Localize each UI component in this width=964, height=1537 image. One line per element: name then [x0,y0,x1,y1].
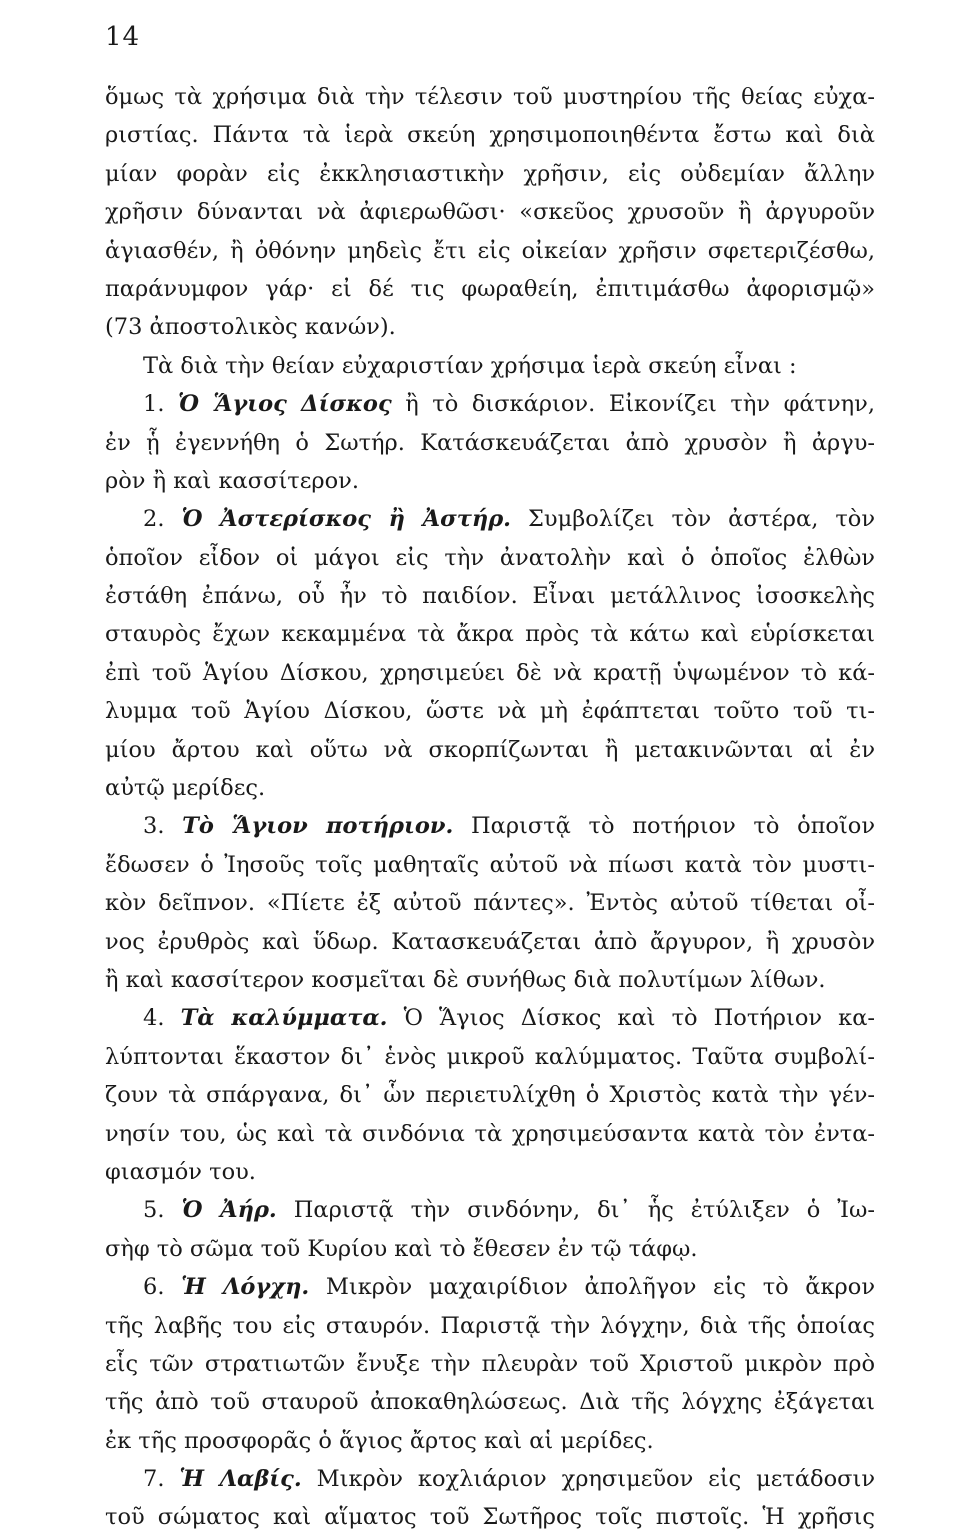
text-run: ἐν ᾗ ἐγεννήθη ὁ Σωτήρ. Κατάσκευάζεται ἀπὸ χρυσὸν ἢ ἀργυ- [105,429,875,456]
text-line [105,347,875,385]
text-run: Παριστᾷ τὸ ποτήριον τὸ ὁποῖον [453,813,875,840]
text-run: 6. [143,1274,182,1301]
text-run: 5. [143,1197,182,1224]
text-line [105,1422,875,1460]
text-run: τῆς λαβῆς του εἰς σταυρόν. Παριστᾷ τὴν λόγχην, διὰ τῆς ὁποίας [105,1312,875,1339]
text-run: ἐπὶ τοῦ Ἁγίου Δίσκου, χρησιμεύει δὲ νὰ κρατῇ ὑψωμένον τὸ κά- [105,659,875,686]
text-run: τῆς ἀπὸ τοῦ σταυροῦ ἀποκαθηλώσεως. Διὰ τῆς λόγχης ἐξάγεται [105,1389,875,1416]
text-run: ἔδωσεν ὁ Ἰησοῦς τοῖς μαθηταῖς αὐτοῦ νὰ πίωσι κατὰ τὸν μυστι- [105,851,875,878]
item-heading: Τὸ Ἅγιον ποτήριον. [182,813,454,840]
text-run: Μικρὸν μαχαιρίδιον ἀπολῆγον εἰς τὸ ἄκρον [309,1274,875,1301]
text-run: ριστίας. Πάντα τὰ ἱερὰ σκεύη χρησιμοποιηθέντα ἔστω καὶ διὰ [105,122,875,149]
text-line [105,193,875,231]
text-run: λύπτονται ἕκαστον δι᾽ ἑνὸς μικροῦ καλύμματος. Ταῦτα συμβολί- [105,1043,875,1070]
text-run: λυμμα τοῦ Ἁγίου Δίσκου, ὥστε νὰ μὴ ἐφάπτεται τοῦτο τοῦ τι- [105,698,875,725]
text-run: ὅμως τὰ χρήσιμα διὰ τὴν τέλεσιν τοῦ μυστηρίου τῆς θείας εὐχα- [105,84,875,110]
text-line [105,232,875,270]
text-run: εἷς τῶν στρατιωτῶν ἔνυξε τὴν πλευρὰν τοῦ Χριστοῦ μικρὸν πρὸ [105,1350,875,1377]
text-run: Παριστᾷ τὴν σινδόνην, δι᾽ ἧς ἐτύλιξεν ὁ Ἰω- [276,1197,875,1224]
text-line [105,1230,875,1268]
text-line [105,385,875,423]
text-line [105,1345,875,1383]
text-run: 2. [143,506,182,533]
text-run: ἁγιασθέν, ἢ ὀθόνην μηδεὶς ἔτι εἰς οἰκείαν χρῆσιν σφετεριζέσθω, [105,237,875,264]
text-line [105,155,875,193]
text-line [105,116,875,154]
item-heading: Τὰ καλύμματα. [180,1005,388,1032]
text-line [105,1115,875,1153]
text-run: Ὁ Ἅγιος Δίσκος καὶ τὸ Ποτήριον κα- [387,1005,875,1032]
text-line [105,1191,875,1229]
item-heading: Ὁ Ἅγιος Δίσκος [178,391,392,418]
text-run: Τὰ διὰ τὴν θείαν εὐχαριστίαν χρήσιμα ἱερὰ σκεύη εἶναι : [143,352,797,379]
text-line [105,1076,875,1114]
text-run: ὁποῖον εἶδον οἱ μάγοι εἰς τὴν ἀνατολὴν καὶ ὁ ὁποῖος ἐλθὼν [105,544,875,571]
text-line [105,654,875,692]
text-run: σὴφ τὸ σῶμα τοῦ Κυρίου καὶ τὸ ἔθεσεν ἐν τῷ τάφῳ. [105,1235,698,1262]
text-line [105,308,875,346]
text-line [105,1460,875,1498]
text-line [105,1498,875,1536]
body-text [105,78,875,1537]
text-line [105,78,875,116]
text-run: ζουν τὰ σπάργανα, δι᾽ ὧν περιετυλίχθη ὁ Χριστὸς κατὰ τὴν γέν- [105,1082,875,1109]
text-run: μίαν φορὰν εἰς ἐκκλησιαστικὴν χρῆσιν, εἰς οὐδεμίαν ἄλλην [105,160,875,187]
text-line [105,270,875,308]
text-line [105,424,875,462]
item-heading: Ἡ Λόγχη. [181,1274,310,1301]
text-line [105,807,875,845]
text-run: ρὸν ἢ καὶ κασσίτερον. [105,467,359,494]
text-line [105,1153,875,1191]
text-line [105,961,875,999]
text-line [105,1268,875,1306]
text-line [105,500,875,538]
text-run: Μικρὸν κοχλιάριον χρησιμεῦον εἰς μετάδοσιν [301,1466,875,1493]
text-line [105,539,875,577]
text-line [105,769,875,807]
item-heading: Ἡ Λαβίς. [179,1466,302,1493]
text-run: μίου ἄρτου καὶ οὕτω νὰ σκορπίζωνται ἢ μετακινῶνται αἱ ἐν [105,736,875,763]
text-line [105,884,875,922]
text-run: ἐκ τῆς προσφορᾶς ὁ ἅγιος ἄρτος καὶ αἱ μερίδες. [105,1427,654,1454]
text-run: 1. [143,391,179,418]
text-run: φιασμόν του. [105,1158,256,1185]
text-run: χρῆσιν δύνανται νὰ ἀφιερωθῶσι· «σκεῦος χρυσοῦν ἢ ἀργυροῦν [105,199,875,226]
text-line [105,846,875,884]
text-line [105,692,875,730]
text-run: (73 ἀποστολικὸς κανών). [105,314,396,341]
text-run: Συμβολίζει τὸν ἀστέρα, τὸν [511,506,875,533]
text-run: σταυρὸς ἔχων κεκαμμένα τὰ ἄκρα πρὸς τὰ κάτω καὶ εὑρίσκεται [105,621,875,648]
text-line [105,1038,875,1076]
text-run: 7. [143,1466,180,1493]
text-run: ἐστάθη ἐπάνω, οὗ ἦν τὸ παιδίον. Εἶναι μετάλλινος ἰσοσκελὴς [105,583,875,610]
text-run: παράνυμφον γάρ· εἰ δέ τις φωραθείη, ἐπιτιμάσθω ἀφορισμῷ» [105,275,875,302]
item-heading: Ὁ Ἀστερίσκος ἢ Ἀστήρ. [181,506,512,533]
page-number: 14 [105,22,141,52]
item-heading: Ὁ Ἀήρ. [181,1197,277,1224]
text-line [105,577,875,615]
text-run: τοῦ σώματος καὶ αἵματος τοῦ Σωτῆρος τοῖς πιστοῖς. Ἡ χρῆσις [105,1504,875,1531]
text-run: κὸν δεῖπνον. «Πίετε ἐξ αὐτοῦ πάντες». Ἐντὸς αὐτοῦ τίθεται οἶ- [105,890,875,917]
text-line [105,1307,875,1345]
text-line [105,462,875,500]
text-line [105,1383,875,1421]
text-line [105,923,875,961]
text-line [105,999,875,1037]
text-run: νησίν του, ὡς καὶ τὰ σινδόνια τὰ χρησιμεύσαντα κατὰ τὸν ἐντα- [105,1120,875,1147]
text-run: ἢ τὸ δισκάριον. Εἰκονίζει τὴν φάτνην, [391,391,875,418]
text-run: ἢ καὶ κασσίτερον κοσμεῖται δὲ συνήθως διὰ πολυτίμων λίθων. [105,966,826,993]
text-line [105,615,875,653]
text-run: αὐτῷ μερίδες. [105,775,266,802]
text-run: 4. [143,1005,181,1032]
text-run: 3. [143,813,183,840]
text-run: νος ἐρυθρὸς καὶ ὕδωρ. Κατασκευάζεται ἀπὸ ἄργυρον, ἢ χρυσὸν [105,928,875,955]
text-line [105,731,875,769]
